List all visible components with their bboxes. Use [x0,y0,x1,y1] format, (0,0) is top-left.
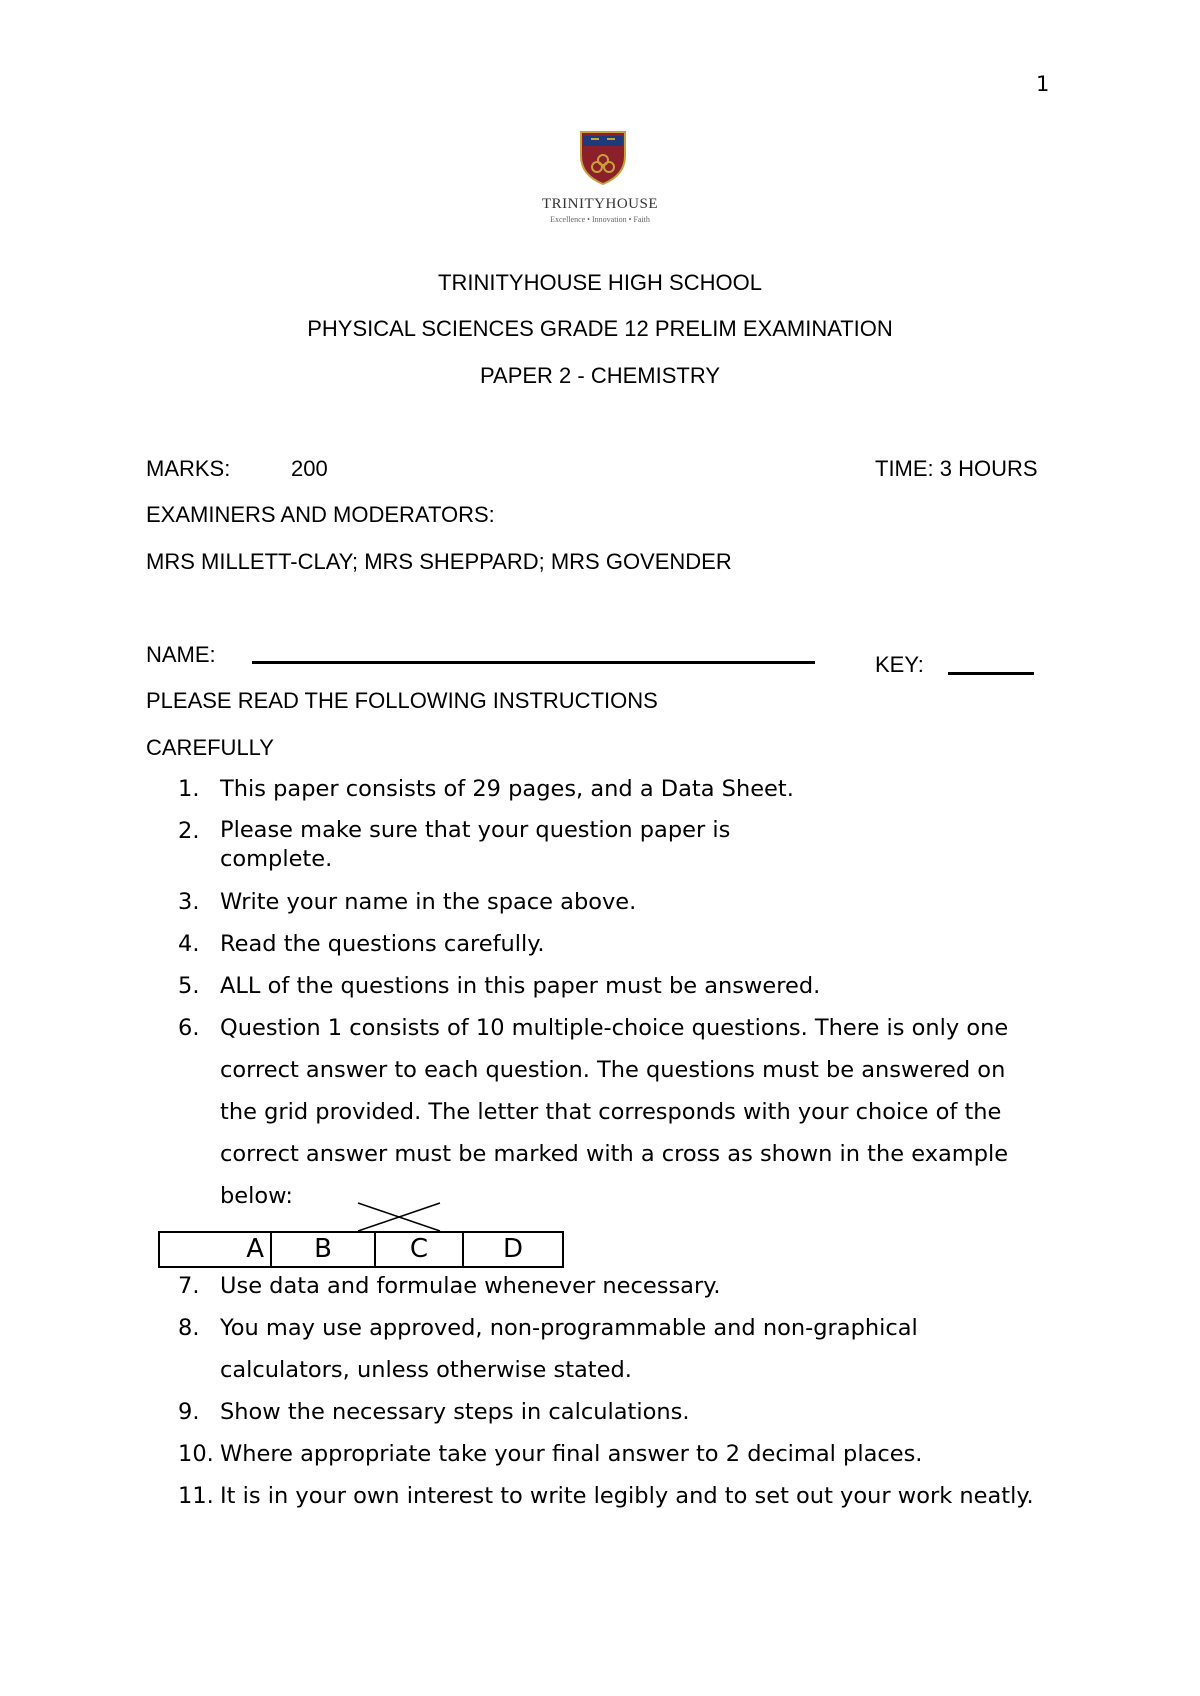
list-item [178,881,1138,923]
item-text: Read the questions carefully. [220,931,545,957]
item-number: 8. [178,1315,200,1341]
item-number: 1. [178,776,200,802]
item-number: 7. [178,1273,200,1299]
instructions-heading: PLEASE READ THE FOLLOWING INSTRUCTIONS [146,688,658,713]
instructions-heading-cont: CAREFULLY [146,735,274,760]
answer-grid [158,1231,564,1268]
name-label: NAME: [146,642,216,667]
examiners-names: MRS MILLETT-CLAY; MRS SHEPPARD; MRS GOVENDER [146,549,732,574]
list-item [178,1391,1138,1433]
item-number: 5. [178,973,200,999]
examiners-label: EXAMINERS AND MODERATORS: [146,502,495,527]
item-number: 10. [178,1441,214,1467]
list-item [178,1307,1138,1391]
item-text: ALL of the questions in this paper must be answered. [220,973,821,999]
list-item [178,768,1138,810]
list-item [178,1265,1138,1307]
grid-option-c: C [376,1233,464,1266]
list-item [178,1475,1138,1517]
item-number: 3. [178,889,200,915]
item-text: This paper consists of 29 pages, and a Data Sheet. [220,776,794,802]
item-text: Question 1 consists of 10 multiple-choice questions. There is only one correct answer to each question. The questions must be answered on the grid provided. The letter that corresponds with your choice of the correct answer must be marked with a cross as shown in the example below: [220,1015,1009,1209]
page-number: 1 [1036,72,1050,96]
marks-label: MARKS: [146,456,231,481]
item-number: 11. [178,1483,214,1509]
logo-motto: Excellence • Innovation • Faith [550,215,650,224]
school-crest-logo [577,130,629,186]
time-allowed: TIME: 3 HOURS [875,456,1038,481]
answer-grid-example-row [178,1217,1138,1265]
item-text: Please make sure that your question paper is complete. [220,817,731,872]
item-text: It is in your own interest to write legibly and to set out your work neatly. [220,1483,1034,1509]
school-title: TRINITYHOUSE HIGH SCHOOL [438,270,762,295]
item-text: You may use approved, non-programmable and non-graphical calculators, unless otherwise stated. [220,1315,918,1383]
item-text: Show the necessary steps in calculations. [220,1399,690,1425]
key-write-line[interactable] [948,672,1034,675]
item-text: Write your name in the space above. [220,889,637,915]
name-write-line[interactable] [252,661,815,664]
grid-option-a: A [160,1233,272,1266]
item-text: Where appropriate take your final answer to 2 decimal places. [220,1441,923,1467]
grid-option-b: B [272,1233,376,1266]
item-number: 4. [178,931,200,957]
grid-option-d: D [502,1234,524,1264]
list-item [178,965,1138,1007]
item-number: 2. [178,818,200,844]
list-item [178,923,1138,965]
answer-grid-example [158,1219,578,1265]
key-label: KEY: [875,652,924,677]
cross-mark-icon [356,1201,442,1233]
paper-title: PAPER 2 - CHEMISTRY [479,363,720,388]
item-number: 6. [178,1015,200,1041]
list-item [178,810,1138,881]
instructions-list [178,768,1138,1517]
exam-title: PHYSICAL SCIENCES GRADE 12 PRELIM EXAMINATION [307,316,893,341]
logo-wordmark: TRINITYHOUSE [542,196,658,212]
marks-value: 200 [291,456,328,481]
item-number: 9. [178,1399,200,1425]
list-item [178,1433,1138,1475]
item-text: Use data and formulae whenever necessary. [220,1273,721,1299]
list-item [178,1007,1138,1217]
